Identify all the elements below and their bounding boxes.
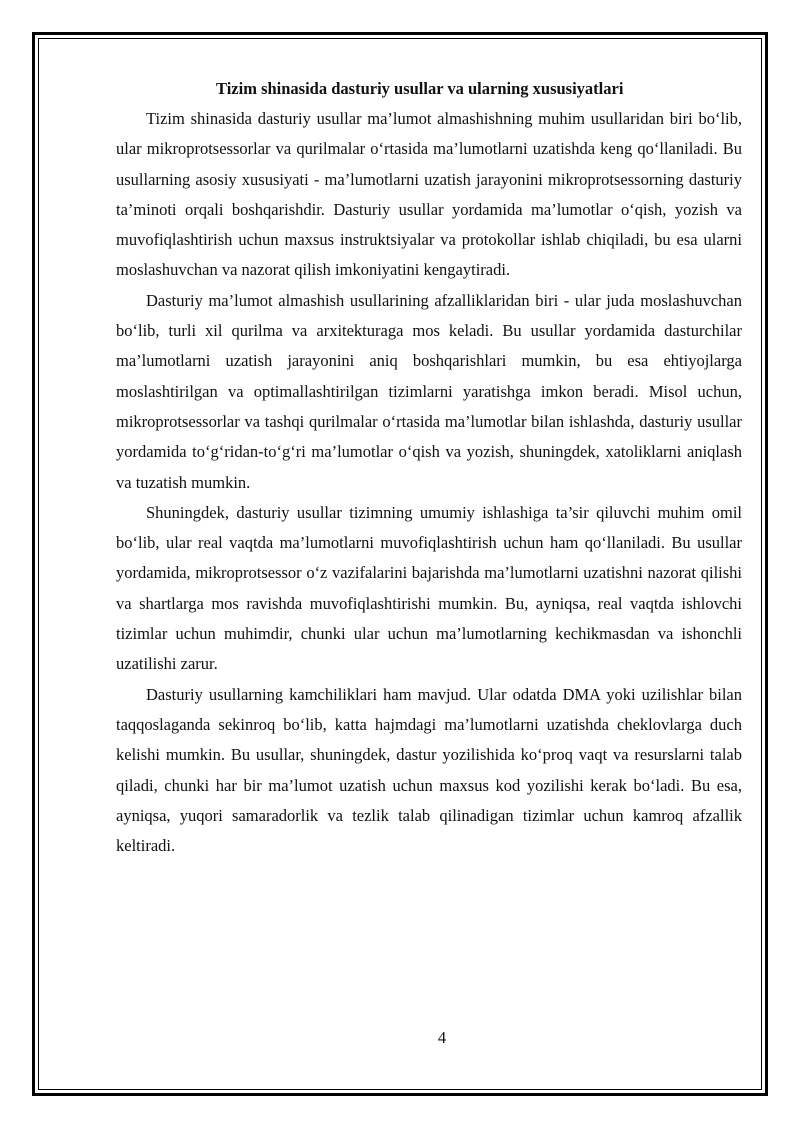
- paragraph-4: Dasturiy usullarning kamchiliklari ham mavjud. Ular odatda DMA yoki uzilishlar bilan taqqoslaganda sekinroq bo‘lib, katta hajmdagi ma’lumotlarni uzatishda cheklovlarga duch kelishi mumkin. Bu usullar, shuningdek, dastur yozilishida ko‘proq vaqt va resurslarni talab qiladi, chunki har bir ma’lumot uzatish uchun maxsus kod yozilishi kerak bo‘ladi. Bu esa, ayniqsa, yuqori samaradorlik va tezlik talab qilinadigan tizimlar uchun kamroq afzallik keltiradi.: [116, 684, 742, 856]
- page-number: 4: [437, 1028, 447, 1047]
- paragraph-2: Dasturiy ma’lumot almashish usullarining afzalliklaridan biri - ular juda moslashuvchan bo‘lib, turli xil qurilma va arxitekturaga mos keladi. Bu usullar yordamida dasturchilar ma’lumotlarni uzatish jarayonini aniq boshqarishlari mumkin, bu esa ehtiyojlarga moslashtirilgan va optimallashtirilgan tizimlarni yaratishga imkon beradi. Misol uchun, mikroprotsessorlar va tashqi qurilmalar o‘rtasida ma’lumotlar bilan ishlashda, dasturiy usullar yordamida to‘g‘ridan-to‘g‘ri ma’lumotlar o‘qish va yozish, shuningdek, xatoliklarni aniqlash va tuzatish mumkin.: [116, 290, 742, 492]
- document-body: [116, 74, 742, 861]
- paragraph-1: Tizim shinasida dasturiy usullar ma’lumot almashishning muhim usullaridan biri bo‘lib, ular mikroprotsessorlar va qurilmalar o‘rtasida ma’lumotlarni uzatishda keng qo‘llaniladi. Bu usullarning asosiy xususiyati - ma’lumotlarni uzatish jarayonini mikroprotsessorning dasturiy ta’minoti orqali boshqarishdir. Dasturiy usullar yordamida ma’lumotlar o‘qish, yozish va muvofiqlashtirish uchun maxsus instruktsiyalar va protokollar ishlab chiqiladi, bu esa ularni moslashuvchan va nazorat qilish imkoniyatini kengaytiradi.: [116, 109, 742, 280]
- document-title: Tizim shinasida dasturiy usullar va ularning xususiyatlari: [216, 79, 624, 98]
- paragraph-3: Shuningdek, dasturiy usullar tizimning umumiy ishlashiga ta’sir qiluvchi muhim omil bo‘lib, ular real vaqtda ma’lumotlarni muvofiqlashtirish uchun ham qo‘llaniladi. Bu usullar yordamida, mikroprotsessor o‘z vazifalarini bajarishda ma’lumotlarni uzatishni nazorat qilishi va shartlarga mos ravishda muvofiqlashtirishi mumkin. Bu, ayniqsa, real vaqtda ishlovchi tizimlar uchun muhimdir, chunki ular uchun ma’lumotlarning kechikmasdan va ishonchli uzatilishi zarur.: [116, 502, 742, 674]
